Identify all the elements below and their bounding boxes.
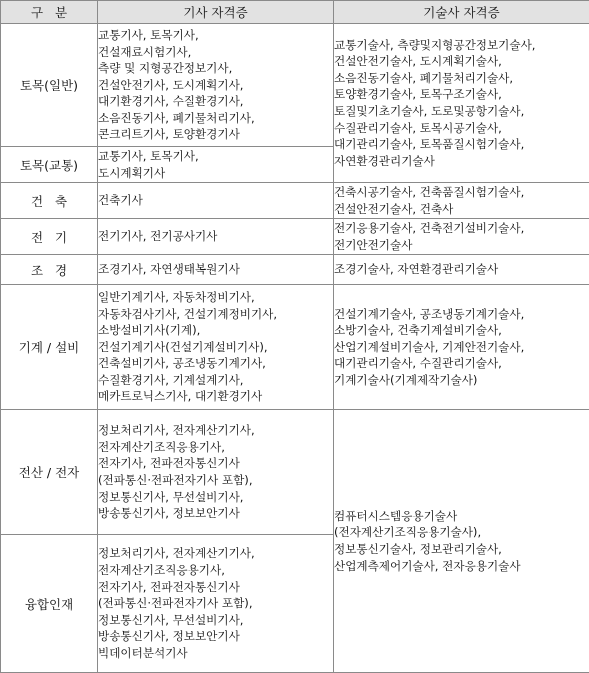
engineer-list [98, 24, 334, 147]
list-line: 조경기술사, 자연환경관리기술사 [334, 261, 589, 278]
engineer-list [98, 535, 334, 673]
list-line: 건설기계기사(건설기계설비기사), [98, 339, 333, 356]
list-line: (전자계산기조직응용기술사), [334, 524, 589, 541]
category-cell: 토목(일반) [1, 24, 98, 147]
list-line: 건축시공기술사, 건축품질시험기술사, [334, 184, 589, 201]
list-line: 전자기사, 전파전자통신기사 [98, 579, 333, 596]
table-row [1, 410, 589, 535]
list-line: 정보통신기사, 무선설비기사, [98, 489, 333, 506]
list-line: 도시계획기사 [98, 165, 333, 182]
list-line: 소음진동기사, 폐기물처리기사, [98, 110, 333, 127]
list-line: 정보통신기사, 무선설비기사, [98, 612, 333, 629]
list-line: 건설안전기술사, 도시계획기술사, [334, 53, 589, 70]
list-line: 정보처리기사, 전자계산기기사, [98, 545, 333, 562]
list-line: 자동차검사기사, 건설기계정비기사, [98, 306, 333, 323]
list-line: 산업기계설비기술사, 기계안전기술사, [334, 339, 589, 356]
list-line: 건설안전기사, 도시계획기사, [98, 77, 333, 94]
category-cell: 조 경 [1, 255, 98, 285]
list-line: 교통기술사, 측량및지형공간정보기술사, [334, 37, 589, 54]
list-line: 방송통신기사, 정보보안기사 [98, 628, 333, 645]
list-line: 방송통신기사, 정보보안기사 [98, 505, 333, 522]
list-line: 토양환경기술사, 토목구조기술사, [334, 86, 589, 103]
list-line: 측량 및 지형공간정보기사, [98, 60, 333, 77]
engineer-list [98, 183, 334, 219]
list-line: 일반기계기사, 자동차정비기사, [98, 289, 333, 306]
list-line: 대기환경기사, 수질환경기사, [98, 93, 333, 110]
professional-list [334, 410, 589, 673]
table-header-row [1, 1, 589, 24]
list-line: (전파통신·전파전자기사 포함), [98, 472, 333, 489]
list-line: (전파통신·전파전자기사 포함), [98, 595, 333, 612]
list-line: 건축기사 [98, 192, 333, 209]
list-line: 콘크리트기사, 토양환경기사 [98, 126, 333, 143]
category-cell: 전 기 [1, 219, 98, 255]
table-row [1, 255, 589, 285]
list-line: 소방기술사, 건축기계설비기술사, [334, 322, 589, 339]
table-row [1, 24, 589, 147]
list-line: 수질관리기술사, 토목시공기술사, [334, 120, 589, 137]
list-line: 기계기술사(기계제작기술사) [334, 372, 589, 389]
professional-list [334, 24, 589, 183]
list-line: 빅데이터분석기사 [98, 645, 333, 662]
list-line: 건축설비기사, 공조냉동기계기사, [98, 355, 333, 372]
table-row [1, 285, 589, 410]
category-cell: 토목(교통) [1, 147, 98, 183]
header-category: 구 분 [1, 1, 98, 24]
list-line: 자연환경관리기술사 [334, 153, 589, 170]
list-line: 교통기사, 토목기사, [98, 148, 333, 165]
engineer-list [98, 285, 334, 410]
list-line: 소방설비기사(기계), [98, 322, 333, 339]
engineer-list [98, 255, 334, 285]
category-cell: 건 축 [1, 183, 98, 219]
table-row [1, 219, 589, 255]
list-line: 전자기사, 전파전자통신기사 [98, 455, 333, 472]
engineer-list [98, 410, 334, 535]
professional-list [334, 255, 589, 285]
list-line: 전기응용기술사, 건축전기설비기술사, [334, 220, 589, 237]
list-line: 조경기사, 자연생태복원기사 [98, 261, 333, 278]
professional-list [334, 183, 589, 219]
category-cell: 전산 / 전자 [1, 410, 98, 535]
list-line: 대기관리기술사, 수질관리기술사, [334, 355, 589, 372]
list-line: 토질및기초기술사, 도로및공항기술사, [334, 103, 589, 120]
list-line: 수질환경기사, 기계설계기사, [98, 372, 333, 389]
list-line: 정보통신기술사, 정보관리기술사, [334, 541, 589, 558]
professional-list [334, 285, 589, 410]
list-line: 대기관리기술사, 토목품질시험기술사, [334, 136, 589, 153]
table-row [1, 183, 589, 219]
category-cell: 기계 / 설비 [1, 285, 98, 410]
list-line: 전자계산기조직응용기사, [98, 439, 333, 456]
list-line: 건설재료시험기사, [98, 44, 333, 61]
engineer-list [98, 147, 334, 183]
header-professional: 기술사 자격증 [334, 1, 589, 24]
list-line: 건설기계기술사, 공조냉동기계기술사, [334, 306, 589, 323]
list-line: 정보처리기사, 전자계산기기사, [98, 422, 333, 439]
list-line: 컴퓨터시스템응용기술사 [334, 508, 589, 525]
professional-list [334, 219, 589, 255]
list-line: 전자계산기조직응용기사, [98, 562, 333, 579]
list-line: 전기안전기술사 [334, 237, 589, 254]
list-line: 산업계측제어기술사, 전자응용기술사 [334, 558, 589, 575]
category-cell: 융합인재 [1, 535, 98, 673]
list-line: 건설안전기술사, 건축사 [334, 201, 589, 218]
list-line: 전기기사, 전기공사기사 [98, 228, 333, 245]
list-line: 교통기사, 토목기사, [98, 27, 333, 44]
engineer-list [98, 219, 334, 255]
header-engineer: 기사 자격증 [98, 1, 334, 24]
list-line: 메카트로닉스기사, 대기환경기사 [98, 388, 333, 405]
list-line: 소음진동기술사, 폐기물처리기술사, [334, 70, 589, 87]
